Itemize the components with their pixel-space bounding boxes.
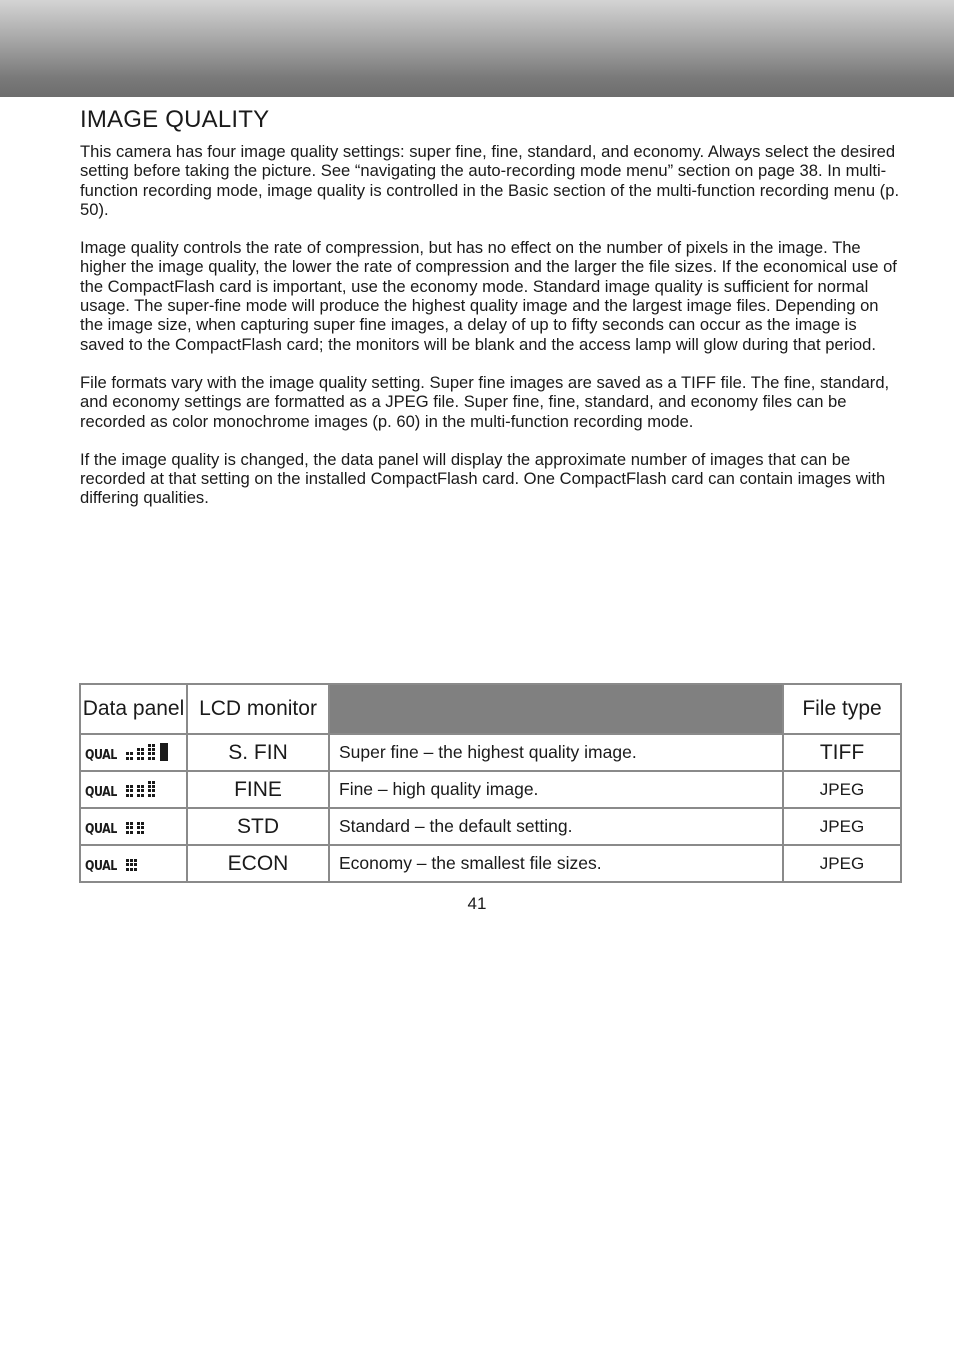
quality-dots-icon xyxy=(126,743,174,763)
table-row xyxy=(80,734,901,771)
qual-economy-icon: QUAL xyxy=(85,852,138,874)
paragraph-2: Image quality controls the rate of compression, but has no effect on the number of pixels in the image. The higher the image quality, the lower the rate of compression and the larger the file sizes. If the economical use of the CompactFlash card is important, use the economy mode. Standard image quality is sufficient for normal usage. The super-fine mode will produce the highest quality image and the largest image files. Depending on the image size, when capturing super fine images, a delay of up to fifty seconds can occur as the image is saved to the CompactFlash card; the monitors will be blank and the access lamp will glow during that period. xyxy=(80,238,897,354)
paragraph-1: This camera has four image quality settings: super fine, fine, standard, and economy. Always select the desired setting before taking the picture. See “navigating the auto-recording mode menu” section on page 38. In multi-function recording mode, image quality is controlled in the Basic section of the multi-function recording menu (p. 50). xyxy=(80,142,900,219)
description-cell: Standard – the default setting. xyxy=(329,808,783,845)
header-description xyxy=(329,684,783,734)
data-panel-cell xyxy=(80,808,187,845)
file-type-cell: JPEG xyxy=(783,845,901,882)
lcd-cell: STD xyxy=(187,808,329,845)
header-lcd-monitor: LCD monitor xyxy=(187,684,329,734)
lcd-cell: S. FIN xyxy=(187,734,329,771)
table-row xyxy=(80,808,901,845)
data-panel-cell xyxy=(80,845,187,882)
table-row xyxy=(80,771,901,808)
quality-dots-icon xyxy=(126,780,162,800)
file-type-cell: TIFF xyxy=(783,734,901,771)
qual-standard-icon: QUAL xyxy=(85,815,150,837)
data-panel-cell xyxy=(80,771,187,808)
file-type-cell: JPEG xyxy=(783,808,901,845)
lcd-cell: ECON xyxy=(187,845,329,882)
quality-dots-icon xyxy=(126,817,150,837)
table-row xyxy=(80,845,901,882)
page-title: IMAGE QUALITY xyxy=(80,106,270,133)
qual-fine-icon: QUAL xyxy=(85,778,162,800)
data-panel-cell xyxy=(80,734,187,771)
paragraph-4: If the image quality is changed, the data panel will display the approximate number of images that can be recorded at that setting on the installed CompactFlash card. One CompactFlash card can contain images with differing qualities. xyxy=(80,449,886,508)
file-type-cell: JPEG xyxy=(783,771,901,808)
qual-superfine-icon: QUAL xyxy=(85,741,174,763)
image-quality-table xyxy=(79,683,902,883)
description-cell: Economy – the smallest file sizes. xyxy=(329,845,783,882)
quality-dots-icon xyxy=(126,854,138,874)
table-header-row xyxy=(80,684,901,734)
header-data-panel: Data panel xyxy=(80,684,187,734)
description-cell: Fine – high quality image. xyxy=(329,771,783,808)
body-text xyxy=(80,142,902,527)
page-number: 41 xyxy=(467,894,487,913)
paragraph-3: File formats vary with the image quality setting. Super fine images are saved as a TIFF file. The fine, standard, and economy settings are formatted as a JPEG file. Super fine, fine, standard, and economy files can be recorded as color monochrome images (p. 60) in the multi-function recording mode. xyxy=(80,372,890,431)
header-band xyxy=(0,0,954,97)
header-file-type: File type xyxy=(783,684,901,734)
description-cell: Super fine – the highest quality image. xyxy=(329,734,783,771)
lcd-cell: FINE xyxy=(187,771,329,808)
